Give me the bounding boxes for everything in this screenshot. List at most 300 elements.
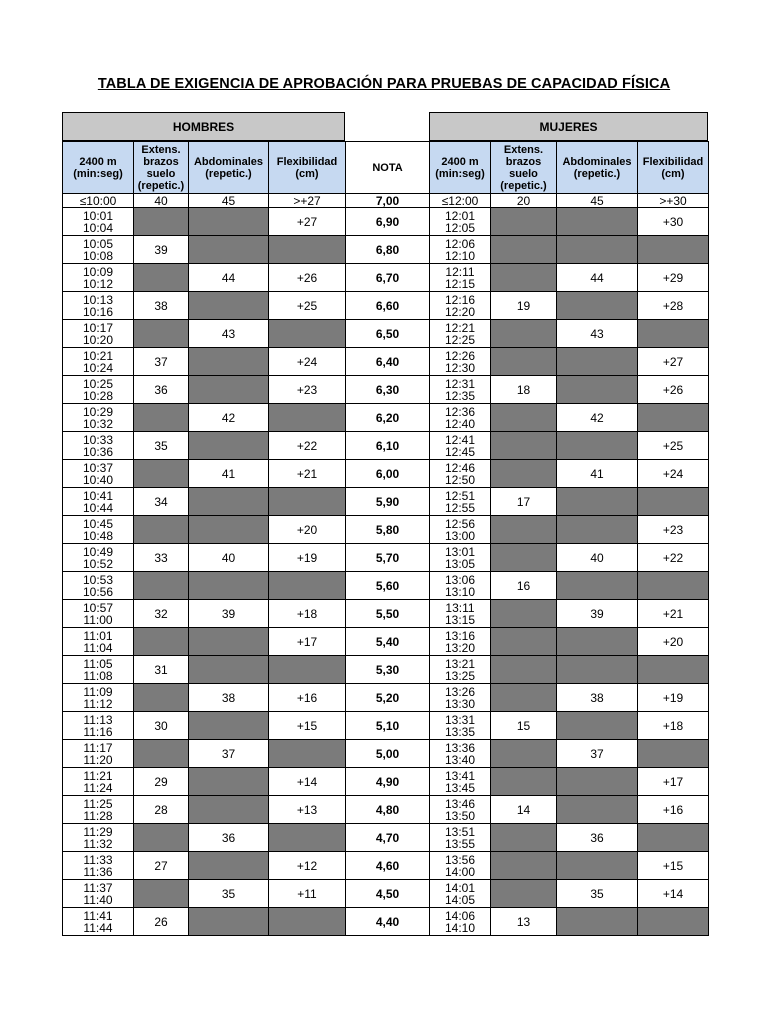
- cell-ext-hombres: 37: [134, 348, 189, 376]
- cell-flex-mujeres: +18: [638, 712, 709, 740]
- time-from: 12:16: [444, 292, 476, 307]
- cell-flex-hombres: +14: [269, 768, 346, 796]
- cell-nota: 4,70: [346, 824, 430, 852]
- cell-time-hombres: ≤10:00: [63, 194, 134, 208]
- cell-nota: 6,80: [346, 236, 430, 264]
- cell-flex-hombres: [269, 824, 346, 852]
- time-to: 10:24: [82, 360, 114, 375]
- cell-nota: 6,30: [346, 376, 430, 404]
- time-from: 13:21: [444, 656, 476, 671]
- cell-time-hombres: [63, 348, 134, 376]
- cell-nota: 5,30: [346, 656, 430, 684]
- time-to: 13:45: [444, 780, 476, 795]
- cell-ext-mujeres: [491, 600, 557, 628]
- time-from: 12:56: [444, 516, 476, 531]
- time-from: 10:45: [82, 516, 114, 531]
- cell-flex-mujeres: +22: [638, 544, 709, 572]
- cell-nota: 6,90: [346, 208, 430, 236]
- group-header-hombres: HOMBRES: [62, 112, 345, 141]
- cell-ext-hombres: [134, 264, 189, 292]
- cell-flex-mujeres: [638, 908, 709, 936]
- time-to: 11:36: [83, 864, 113, 879]
- cell-abd-mujeres: [557, 516, 638, 544]
- cell-nota: 5,10: [346, 712, 430, 740]
- cell-time-mujeres: [430, 600, 491, 628]
- table-row: [63, 348, 709, 376]
- cell-ext-mujeres: [491, 768, 557, 796]
- cell-time-mujeres: [430, 236, 491, 264]
- cell-abd-mujeres: 37: [557, 740, 638, 768]
- cell-flex-mujeres: [638, 404, 709, 432]
- time-from: 10:25: [82, 376, 114, 391]
- cell-flex-mujeres: +16: [638, 796, 709, 824]
- time-to: 11:04: [83, 640, 113, 655]
- time-from: 13:46: [444, 796, 476, 811]
- time-from: 10:41: [82, 488, 114, 503]
- cell-time-hombres: [63, 796, 134, 824]
- header-flex-mujeres: Flexibilidad (cm): [638, 142, 709, 194]
- cell-flex-hombres: +23: [269, 376, 346, 404]
- time-to: 14:10: [444, 920, 476, 935]
- cell-abd-hombres: [189, 488, 269, 516]
- cell-time-hombres: [63, 852, 134, 880]
- time-from: 12:41: [444, 432, 476, 447]
- cell-ext-hombres: 33: [134, 544, 189, 572]
- cell-ext-hombres: 40: [134, 194, 189, 208]
- cell-time-hombres: [63, 656, 134, 684]
- cell-time-hombres: [63, 628, 134, 656]
- cell-abd-hombres: 40: [189, 544, 269, 572]
- cell-time-mujeres: [430, 656, 491, 684]
- cell-abd-mujeres: [557, 488, 638, 516]
- time-to: 12:35: [444, 388, 476, 403]
- time-from: 11:05: [83, 656, 113, 671]
- time-from: 12:11: [445, 264, 475, 279]
- cell-abd-hombres: [189, 376, 269, 404]
- cell-ext-mujeres: [491, 628, 557, 656]
- cell-abd-mujeres: 38: [557, 684, 638, 712]
- time-to: 11:12: [83, 696, 113, 711]
- time-to: 10:36: [82, 444, 114, 459]
- table-row: [63, 208, 709, 236]
- time-to: 13:10: [444, 584, 476, 599]
- cell-nota: 6,10: [346, 432, 430, 460]
- time-to: 10:44: [82, 500, 114, 515]
- time-from: 13:26: [444, 684, 476, 699]
- cell-ext-mujeres: [491, 208, 557, 236]
- cell-ext-mujeres: [491, 880, 557, 908]
- cell-time-hombres: [63, 432, 134, 460]
- time-from: 11:01: [83, 628, 113, 643]
- cell-ext-hombres: 35: [134, 432, 189, 460]
- cell-flex-mujeres: [638, 236, 709, 264]
- header-nota: NOTA: [346, 142, 430, 194]
- time-to: 13:15: [444, 612, 476, 627]
- cell-flex-hombres: +21: [269, 460, 346, 488]
- cell-ext-mujeres: [491, 824, 557, 852]
- time-to: 12:10: [444, 248, 476, 263]
- table-row: [63, 516, 709, 544]
- cell-flex-hombres: >+27: [269, 194, 346, 208]
- time-to: 10:32: [82, 416, 114, 431]
- cell-abd-mujeres: 43: [557, 320, 638, 348]
- time-from: 11:21: [83, 768, 113, 783]
- time-from: 13:36: [444, 740, 476, 755]
- table-row: [63, 544, 709, 572]
- cell-ext-hombres: 27: [134, 852, 189, 880]
- table-row: [63, 432, 709, 460]
- cell-flex-hombres: +24: [269, 348, 346, 376]
- cell-flex-hombres: +11: [269, 880, 346, 908]
- time-to: 14:05: [444, 892, 476, 907]
- cell-ext-mujeres: [491, 460, 557, 488]
- time-to: 14:00: [444, 864, 476, 879]
- cell-flex-mujeres: [638, 488, 709, 516]
- time-from: 12:26: [444, 348, 476, 363]
- table-row: [63, 628, 709, 656]
- header-ext-mujeres: Extens. brazos suelo (repetic.): [491, 142, 557, 194]
- time-to: 12:25: [444, 332, 476, 347]
- cell-abd-mujeres: 44: [557, 264, 638, 292]
- cell-ext-mujeres: [491, 656, 557, 684]
- cell-nota: 5,80: [346, 516, 430, 544]
- time-from: 10:05: [82, 236, 114, 251]
- table-row: [63, 320, 709, 348]
- time-from: 13:41: [444, 768, 476, 783]
- cell-abd-mujeres: 42: [557, 404, 638, 432]
- cell-time-hombres: [63, 488, 134, 516]
- cell-nota: 5,50: [346, 600, 430, 628]
- cell-time-hombres: [63, 460, 134, 488]
- cell-ext-hombres: [134, 824, 189, 852]
- table-row: [63, 264, 709, 292]
- cell-nota: 5,70: [346, 544, 430, 572]
- cell-time-hombres: [63, 740, 134, 768]
- cell-flex-hombres: +19: [269, 544, 346, 572]
- time-to: 11:00: [83, 612, 113, 627]
- table-row: [63, 600, 709, 628]
- cell-nota: 6,50: [346, 320, 430, 348]
- time-from: 12:51: [444, 488, 476, 503]
- cell-ext-mujeres: [491, 516, 557, 544]
- time-from: 10:57: [82, 600, 114, 615]
- cell-abd-hombres: [189, 208, 269, 236]
- cell-ext-mujeres: [491, 348, 557, 376]
- cell-flex-mujeres: +26: [638, 376, 709, 404]
- cell-abd-mujeres: 40: [557, 544, 638, 572]
- cell-time-hombres: [63, 600, 134, 628]
- cell-abd-mujeres: 35: [557, 880, 638, 908]
- cell-flex-hombres: [269, 320, 346, 348]
- header-flex-hombres: Flexibilidad (cm): [269, 142, 346, 194]
- cell-ext-mujeres: [491, 236, 557, 264]
- cell-flex-hombres: [269, 908, 346, 936]
- cell-abd-hombres: [189, 236, 269, 264]
- cell-flex-mujeres: +29: [638, 264, 709, 292]
- cell-nota: 4,40: [346, 908, 430, 936]
- cell-ext-mujeres: 15: [491, 712, 557, 740]
- cell-ext-mujeres: [491, 432, 557, 460]
- time-from: 12:36: [444, 404, 476, 419]
- cell-flex-mujeres: [638, 656, 709, 684]
- table-row: [63, 740, 709, 768]
- time-to: 13:25: [444, 668, 476, 683]
- cell-flex-mujeres: +28: [638, 292, 709, 320]
- cell-abd-hombres: 41: [189, 460, 269, 488]
- cell-time-hombres: [63, 880, 134, 908]
- time-to: 13:50: [444, 808, 476, 823]
- time-to: 11:08: [83, 668, 113, 683]
- cell-flex-hombres: [269, 740, 346, 768]
- cell-time-mujeres: [430, 796, 491, 824]
- cell-flex-mujeres: +15: [638, 852, 709, 880]
- cell-abd-mujeres: [557, 348, 638, 376]
- cell-flex-hombres: +20: [269, 516, 346, 544]
- cell-ext-mujeres: [491, 852, 557, 880]
- cell-abd-hombres: 39: [189, 600, 269, 628]
- cell-abd-mujeres: [557, 208, 638, 236]
- cell-ext-mujeres: 18: [491, 376, 557, 404]
- column-header-row: [63, 142, 709, 194]
- cell-flex-mujeres: +20: [638, 628, 709, 656]
- cell-ext-hombres: 38: [134, 292, 189, 320]
- cell-ext-hombres: 36: [134, 376, 189, 404]
- time-from: 10:37: [82, 460, 114, 475]
- cell-ext-hombres: 29: [134, 768, 189, 796]
- cell-time-mujeres: [430, 544, 491, 572]
- cell-ext-mujeres: 13: [491, 908, 557, 936]
- time-from: 14:01: [444, 880, 476, 895]
- cell-abd-mujeres: [557, 796, 638, 824]
- cell-time-hombres: [63, 404, 134, 432]
- time-from: 12:21: [444, 320, 476, 335]
- cell-time-mujeres: [430, 460, 491, 488]
- cell-nota: 5,20: [346, 684, 430, 712]
- cell-nota: 5,00: [346, 740, 430, 768]
- time-from: 13:11: [445, 600, 475, 615]
- cell-time-hombres: [63, 516, 134, 544]
- cell-ext-hombres: [134, 740, 189, 768]
- cell-time-hombres: [63, 712, 134, 740]
- cell-abd-hombres: [189, 348, 269, 376]
- cell-flex-mujeres: >+30: [638, 194, 709, 208]
- table-row: [63, 236, 709, 264]
- time-to: 10:16: [82, 304, 114, 319]
- cell-abd-hombres: 36: [189, 824, 269, 852]
- cell-time-mujeres: [430, 712, 491, 740]
- time-to: 12:30: [444, 360, 476, 375]
- cell-abd-mujeres: [557, 908, 638, 936]
- cell-time-mujeres: [430, 768, 491, 796]
- cell-flex-hombres: +26: [269, 264, 346, 292]
- cell-time-hombres: [63, 544, 134, 572]
- cell-nota: 5,40: [346, 628, 430, 656]
- time-to: 12:20: [444, 304, 476, 319]
- cell-time-hombres: [63, 684, 134, 712]
- cell-flex-mujeres: +17: [638, 768, 709, 796]
- header-abd-mujeres: Abdominales (repetic.): [557, 142, 638, 194]
- cell-flex-mujeres: [638, 320, 709, 348]
- cell-ext-hombres: [134, 208, 189, 236]
- table-row: [63, 908, 709, 936]
- cell-time-mujeres: [430, 488, 491, 516]
- time-to: 10:20: [82, 332, 114, 347]
- cell-abd-mujeres: [557, 572, 638, 600]
- header-run-hombres: 2400 m (min:seg): [63, 142, 134, 194]
- cell-abd-hombres: 37: [189, 740, 269, 768]
- header-abd-hombres: Abdominales (repetic.): [189, 142, 269, 194]
- table-row: [63, 488, 709, 516]
- time-from: 11:17: [83, 740, 113, 755]
- cell-nota: 4,60: [346, 852, 430, 880]
- cell-ext-hombres: 28: [134, 796, 189, 824]
- cell-flex-hombres: +22: [269, 432, 346, 460]
- page-title: TABLA DE EXIGENCIA DE APROBACIÓN PARA PRUEBAS DE CAPACIDAD FÍSICA: [97, 76, 671, 92]
- cell-abd-mujeres: [557, 768, 638, 796]
- time-to: 10:48: [82, 528, 114, 543]
- time-from: 11:33: [83, 852, 113, 867]
- cell-nota: 6,60: [346, 292, 430, 320]
- cell-abd-hombres: [189, 656, 269, 684]
- cell-abd-hombres: 44: [189, 264, 269, 292]
- cell-abd-hombres: 45: [189, 194, 269, 208]
- cell-flex-hombres: +15: [269, 712, 346, 740]
- cell-abd-mujeres: [557, 432, 638, 460]
- cell-ext-hombres: 30: [134, 712, 189, 740]
- cell-ext-mujeres: [491, 264, 557, 292]
- cell-time-hombres: [63, 320, 134, 348]
- cell-ext-mujeres: [491, 544, 557, 572]
- cell-abd-hombres: [189, 516, 269, 544]
- cell-abd-hombres: [189, 432, 269, 460]
- cell-flex-mujeres: +30: [638, 208, 709, 236]
- cell-time-hombres: [63, 768, 134, 796]
- cell-ext-hombres: [134, 516, 189, 544]
- cell-flex-mujeres: +27: [638, 348, 709, 376]
- time-to: 12:55: [444, 500, 476, 515]
- time-from: 12:06: [444, 236, 476, 251]
- cell-time-mujeres: [430, 572, 491, 600]
- table-row: [63, 824, 709, 852]
- cell-abd-mujeres: [557, 376, 638, 404]
- cell-abd-mujeres: 39: [557, 600, 638, 628]
- time-to: 13:20: [444, 640, 476, 655]
- cell-ext-hombres: [134, 320, 189, 348]
- table-row: [63, 768, 709, 796]
- cell-time-hombres: [63, 292, 134, 320]
- time-to: 13:05: [444, 556, 476, 571]
- time-to: 13:40: [444, 752, 476, 767]
- cell-abd-mujeres: 36: [557, 824, 638, 852]
- cell-nota: 4,90: [346, 768, 430, 796]
- time-to: 13:35: [444, 724, 476, 739]
- time-to: 11:32: [83, 836, 113, 851]
- time-from: 11:25: [83, 796, 113, 811]
- cell-abd-hombres: [189, 572, 269, 600]
- cell-time-mujeres: [430, 432, 491, 460]
- cell-nota: 6,20: [346, 404, 430, 432]
- time-to: 10:56: [82, 584, 114, 599]
- cell-time-mujeres: [430, 348, 491, 376]
- time-from: 10:17: [82, 320, 114, 335]
- cell-flex-hombres: [269, 488, 346, 516]
- cell-time-mujeres: [430, 404, 491, 432]
- cell-abd-mujeres: 45: [557, 194, 638, 208]
- cell-flex-mujeres: [638, 572, 709, 600]
- time-to: 12:45: [444, 444, 476, 459]
- cell-abd-hombres: 42: [189, 404, 269, 432]
- cell-nota: 6,70: [346, 264, 430, 292]
- cell-abd-mujeres: 41: [557, 460, 638, 488]
- time-to: 10:12: [82, 276, 114, 291]
- cell-ext-mujeres: 16: [491, 572, 557, 600]
- cell-flex-hombres: [269, 236, 346, 264]
- cell-time-mujeres: [430, 740, 491, 768]
- cell-ext-hombres: [134, 572, 189, 600]
- cell-flex-hombres: +27: [269, 208, 346, 236]
- table-row: [63, 684, 709, 712]
- time-to: 11:16: [83, 724, 113, 739]
- cell-abd-mujeres: [557, 712, 638, 740]
- cell-time-hombres: [63, 376, 134, 404]
- cell-ext-mujeres: [491, 684, 557, 712]
- cell-time-hombres: [63, 824, 134, 852]
- fitness-requirements-table: [62, 141, 709, 936]
- cell-flex-mujeres: +21: [638, 600, 709, 628]
- table-row: [63, 880, 709, 908]
- table-row: [63, 404, 709, 432]
- cell-flex-hombres: [269, 572, 346, 600]
- time-to: 10:40: [82, 472, 114, 487]
- table-row: [63, 656, 709, 684]
- time-from: 13:01: [444, 544, 476, 559]
- cell-flex-mujeres: +24: [638, 460, 709, 488]
- cell-time-mujeres: [430, 376, 491, 404]
- cell-flex-hombres: +16: [269, 684, 346, 712]
- time-to: 11:24: [83, 780, 113, 795]
- time-from: 13:06: [444, 572, 476, 587]
- time-to: 11:28: [83, 808, 113, 823]
- cell-ext-mujeres: 17: [491, 488, 557, 516]
- time-from: 14:06: [444, 908, 476, 923]
- table-row: [63, 852, 709, 880]
- cell-ext-mujeres: [491, 740, 557, 768]
- group-header-mujeres: MUJERES: [429, 112, 708, 141]
- cell-flex-hombres: +18: [269, 600, 346, 628]
- time-to: 10:52: [82, 556, 114, 571]
- time-to: 11:20: [83, 752, 113, 767]
- cell-flex-hombres: +12: [269, 852, 346, 880]
- cell-abd-hombres: [189, 796, 269, 824]
- cell-flex-hombres: +17: [269, 628, 346, 656]
- cell-ext-hombres: [134, 628, 189, 656]
- cell-time-mujeres: [430, 208, 491, 236]
- time-from: 10:21: [82, 348, 114, 363]
- cell-flex-mujeres: [638, 824, 709, 852]
- table-row: [63, 572, 709, 600]
- cell-abd-hombres: 35: [189, 880, 269, 908]
- cell-nota: 5,90: [346, 488, 430, 516]
- cell-time-hombres: [63, 908, 134, 936]
- table-row: [63, 712, 709, 740]
- time-to: 12:40: [444, 416, 476, 431]
- cell-time-mujeres: ≤12:00: [430, 194, 491, 208]
- cell-abd-hombres: [189, 852, 269, 880]
- cell-time-mujeres: [430, 628, 491, 656]
- cell-nota: 4,50: [346, 880, 430, 908]
- cell-nota: 7,00: [346, 194, 430, 208]
- table-row: [63, 796, 709, 824]
